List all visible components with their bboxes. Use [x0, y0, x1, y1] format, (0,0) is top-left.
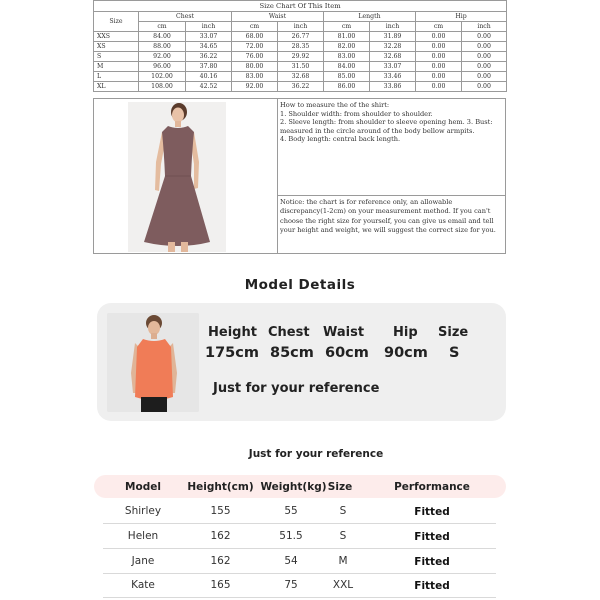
- model-details-title: Model Details: [244, 277, 356, 293]
- size-cell: XS: [94, 42, 139, 52]
- size-row: [94, 72, 507, 82]
- unit-header: inch: [186, 22, 232, 32]
- size-chart-body: [94, 32, 507, 92]
- measurement-cell: 86.00: [324, 82, 370, 92]
- measurement-cell: 32.28: [370, 42, 416, 52]
- howto-line: 2. Sleeve length: from shoulder to sleeve opening hem. 3. Bust: measured in the circle around of the body bellow armpits.: [280, 118, 493, 135]
- unit-header: inch: [278, 22, 324, 32]
- measurement-cell: 0.00: [416, 72, 462, 82]
- waist-value: 60cm: [325, 345, 369, 361]
- hip-label: Hip: [393, 325, 418, 340]
- size-cell: S: [94, 52, 139, 62]
- header-height: Height(cm): [187, 481, 254, 493]
- measurement-cell: 85.00: [324, 72, 370, 82]
- unit-header: cm: [324, 22, 370, 32]
- model-details-card: [97, 303, 506, 421]
- size-cell: XL: [94, 82, 139, 92]
- measurement-cell: 81.00: [324, 32, 370, 42]
- waist-label: Waist: [323, 325, 365, 340]
- measurement-cell: 92.00: [139, 52, 186, 62]
- measurement-cell: 0.00: [416, 42, 462, 52]
- size-header: Size: [94, 12, 139, 32]
- group-header: Length: [324, 12, 416, 22]
- group-header: Chest: [139, 12, 232, 22]
- chest-label: Chest: [268, 325, 310, 340]
- measurement-cell: 31.50: [278, 62, 324, 72]
- howto-line: 4. Body length: central back length.: [280, 135, 401, 144]
- group-header: Waist: [232, 12, 324, 22]
- measurement-cell: 83.00: [324, 52, 370, 62]
- header-weight: Weight(kg): [260, 481, 327, 493]
- cell-performance: Fitted: [414, 556, 450, 568]
- cell-performance: Fitted: [414, 506, 450, 518]
- cell-weight: 55: [284, 505, 298, 517]
- table-row: [103, 523, 496, 549]
- cell-size: S: [339, 530, 347, 542]
- measurement-cell: 76.00: [232, 52, 278, 62]
- header-model: Model: [125, 481, 161, 493]
- measurement-cell: 0.00: [416, 32, 462, 42]
- size-row: [94, 52, 507, 62]
- size-row: [94, 82, 507, 92]
- measurement-cell: 83.00: [232, 72, 278, 82]
- size-cell: L: [94, 72, 139, 82]
- divider: [277, 195, 505, 196]
- cell-weight: 54: [284, 555, 298, 567]
- cell-weight: 75: [284, 579, 298, 591]
- measurement-cell: 0.00: [462, 72, 507, 82]
- cell-weight: 51.5: [279, 530, 303, 542]
- cell-model: Kate: [131, 579, 155, 591]
- size-chart-title: Size Chart Of This Item: [94, 1, 507, 12]
- dress-product-photo: [128, 102, 226, 252]
- unit-header: inch: [462, 22, 507, 32]
- unit-header: cm: [232, 22, 278, 32]
- cell-model: Shirley: [124, 505, 162, 517]
- measurement-cell: 82.00: [324, 42, 370, 52]
- measurement-cell: 84.00: [324, 62, 370, 72]
- measurement-cell: 29.92: [278, 52, 324, 62]
- table-row: [103, 498, 496, 524]
- cell-height: 155: [210, 505, 231, 517]
- measurement-cell: 36.22: [186, 52, 232, 62]
- size-label: Size: [438, 325, 469, 340]
- cell-model: Helen: [127, 530, 159, 542]
- size-row: [94, 62, 507, 72]
- measurement-cell: 36.22: [278, 82, 324, 92]
- measurement-cell: 0.00: [416, 52, 462, 62]
- height-label: Height: [208, 325, 257, 340]
- table-row: [103, 548, 496, 574]
- measure-guide-box: [93, 98, 506, 254]
- measurement-cell: 0.00: [462, 52, 507, 62]
- measurement-cell: 92.00: [232, 82, 278, 92]
- measurement-cell: 40.16: [186, 72, 232, 82]
- measurement-cell: 102.00: [139, 72, 186, 82]
- measurement-cell: 96.00: [139, 62, 186, 72]
- cell-size: M: [338, 555, 348, 567]
- howto-line: How to measure the of the shirt:: [280, 101, 390, 109]
- measurement-cell: 0.00: [462, 82, 507, 92]
- group-header: Hip: [416, 12, 507, 22]
- chest-value: 85cm: [270, 345, 314, 361]
- measurement-cell: 0.00: [462, 42, 507, 52]
- measurement-cell: 42.52: [186, 82, 232, 92]
- size-cell: XXS: [94, 32, 139, 42]
- header-performance: Performance: [394, 481, 470, 493]
- measurement-cell: 68.00: [232, 32, 278, 42]
- reference-title: Just for your reference: [248, 448, 384, 460]
- unit-header: cm: [416, 22, 462, 32]
- measurement-cell: 33.07: [186, 32, 232, 42]
- cell-performance: Fitted: [414, 531, 450, 543]
- measurement-cell: 37.80: [186, 62, 232, 72]
- measurement-cell: 0.00: [416, 62, 462, 72]
- measurement-cell: 33.86: [370, 82, 416, 92]
- hip-value: 90cm: [384, 345, 428, 361]
- size-row: [94, 42, 507, 52]
- measurement-cell: 72.00: [232, 42, 278, 52]
- unit-header: inch: [370, 22, 416, 32]
- measurement-cell: 0.00: [462, 62, 507, 72]
- height-value: 175cm: [205, 345, 259, 361]
- cell-height: 162: [210, 530, 231, 542]
- cell-performance: Fitted: [414, 580, 450, 592]
- measurement-cell: 80.00: [232, 62, 278, 72]
- cell-size: S: [339, 505, 347, 517]
- measurement-cell: 33.07: [370, 62, 416, 72]
- measurement-cell: 84.00: [139, 32, 186, 42]
- header-size: Size: [327, 481, 353, 493]
- cell-height: 165: [210, 579, 231, 591]
- size-chart-table: [93, 0, 507, 92]
- reference-table-header: [94, 475, 506, 498]
- notice-text: Notice: the chart is for reference only, an allowable discrepancy(1-2cm) on your measurement method. If you can't choose the right size for yourself, you can give us email and tell your height and weight, we will suggest the correct size for you.: [280, 198, 496, 235]
- how-to-measure-text: [280, 101, 502, 144]
- measurement-cell: 31.89: [370, 32, 416, 42]
- size-row: [94, 32, 507, 42]
- table-row: [103, 572, 496, 598]
- measurement-cell: 0.00: [462, 32, 507, 42]
- measurement-cell: 34.65: [186, 42, 232, 52]
- measurement-cell: 32.68: [370, 52, 416, 62]
- measurement-cell: 28.35: [278, 42, 324, 52]
- measurement-cell: 88.00: [139, 42, 186, 52]
- measurement-cell: 33.46: [370, 72, 416, 82]
- measurement-cell: 108.00: [139, 82, 186, 92]
- unit-header: cm: [139, 22, 186, 32]
- measurement-cell: 26.77: [278, 32, 324, 42]
- cell-height: 162: [210, 555, 231, 567]
- measurement-cell: 0.00: [416, 82, 462, 92]
- howto-line: 1. Shoulder width: from shoulder to shoulder.: [280, 109, 433, 118]
- divider: [277, 99, 278, 253]
- reference-note: Just for your reference: [213, 381, 380, 396]
- cell-size: XXL: [332, 579, 354, 591]
- size-cell: M: [94, 62, 139, 72]
- measurement-cell: 32.68: [278, 72, 324, 82]
- model-photo: [107, 313, 199, 412]
- size-value: S: [449, 345, 460, 361]
- cell-model: Jane: [131, 555, 155, 567]
